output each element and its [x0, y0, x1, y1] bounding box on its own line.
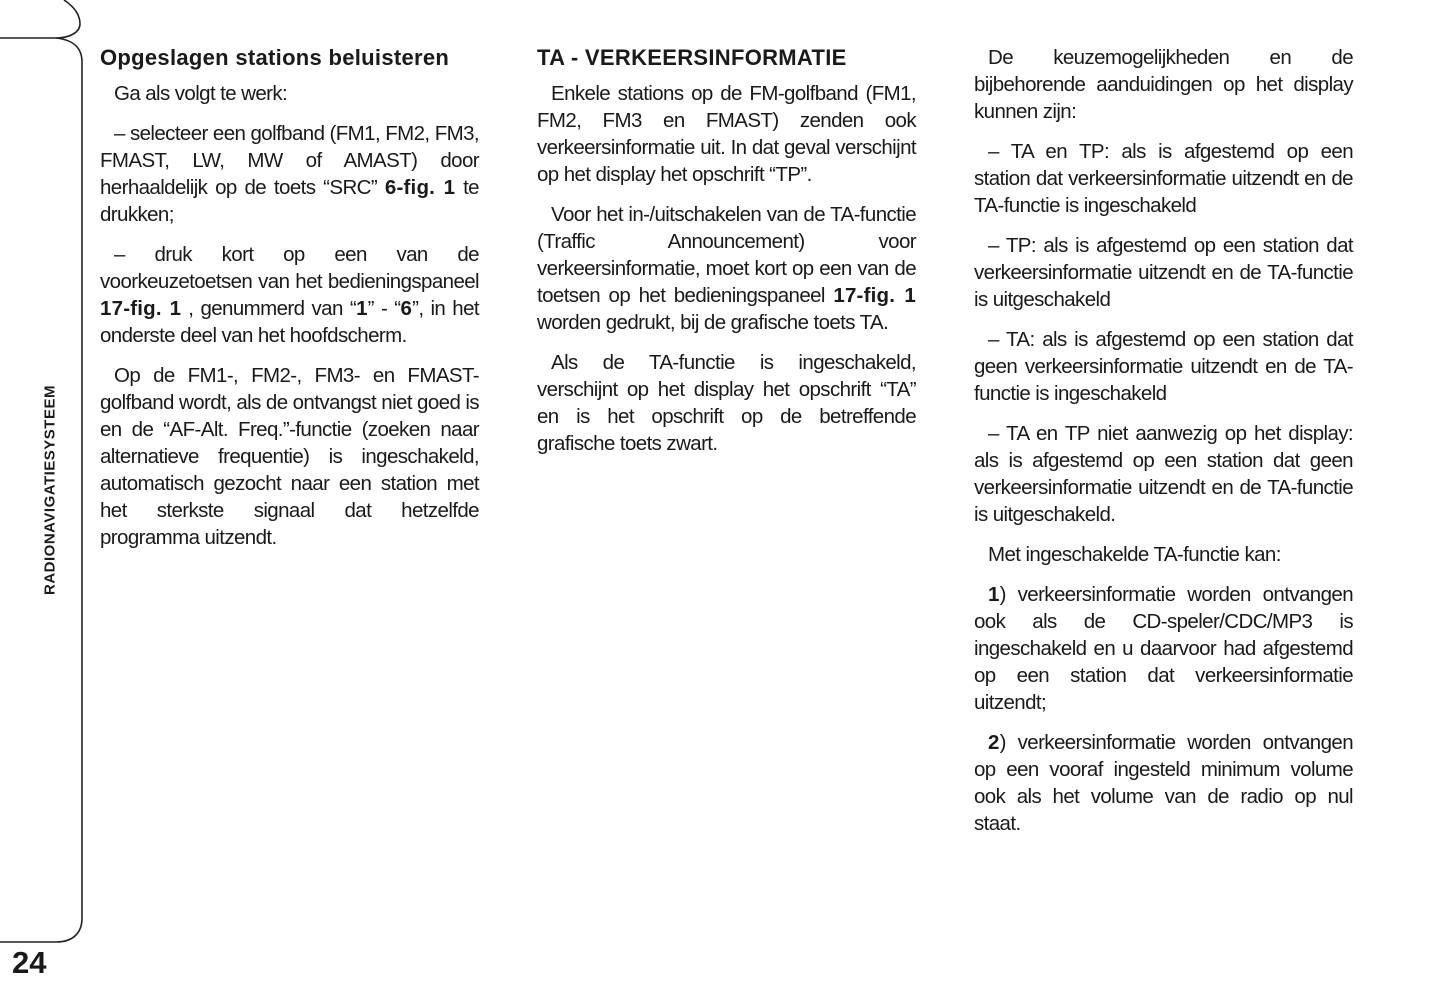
- paragraph: Op de FM1-, FM2-, FM3- en FMAST-golfband wordt, als de ontvangst niet goed is en de “AF-Alt. Freq.”-functie (zoeken naar alternatieve frequentie) is ingeschakeld, automatisch gezocht naar een station met het sterkste signaal dat hetzelfde programma uitzendt.: [100, 364, 479, 549]
- paragraph: – TA en TP niet aanwezig op het display: als is afgestemd op een station dat geen verkeersinformatie uitzendt en de TA-functie is uitgeschakeld.: [974, 422, 1353, 526]
- paragraph: – druk kort op een van de voorkeuzetoetsen van het bedieningspaneel 17-fig. 1 , genummerd van “1” - “6”, in het onderste deel van het hoofdscherm.: [100, 243, 479, 347]
- paragraph: Ga als volgt te werk:: [114, 82, 288, 105]
- heading-traffic-info: TA - VERKEERSINFORMATIE: [537, 45, 847, 70]
- page-number: 24: [12, 945, 47, 980]
- section-label: RADIONAVIGATIESYSTEEM: [41, 385, 59, 595]
- paragraph: Enkele stations op de FM-golfband (FM1, FM2, FM3 en FMAST) zenden ook verkeersinformatie uit. In dat geval verschijnt op het display het opschrift “TP”.: [537, 82, 916, 186]
- paragraph: De keuzemogelijkheden en de bijbehorende aanduidingen op het display kunnen zijn:: [974, 46, 1353, 123]
- paragraph: – selecteer een golfband (FM1, FM2, FM3, FMAST, LW, MW of AMAST) door herhaaldelijk op de toets “SRC” 6-fig. 1 te drukken;: [100, 122, 479, 226]
- paragraph: Voor het in-/uitschakelen van de TA-functie (Traffic Announcement) voor verkeersinformatie, moet kort op een van de toetsen op het bedieningspaneel 17-fig. 1 worden gedrukt, bij de grafische toets TA.: [537, 203, 916, 334]
- paragraph: Als de TA-functie is ingeschakeld, verschijnt op het display het opschrift “TA” en is het opschrift op de betreffende grafische toets zwart.: [537, 351, 916, 455]
- heading-stored-stations: Opgeslagen stations beluisteren: [100, 45, 450, 70]
- column-3: [974, 44, 1353, 850]
- list-item: 1) verkeersinformatie worden ontvangen ook als de CD-speler/CDC/MP3 is ingeschakeld en u daarvoor had afgestemd op een station dat verkeersinformatie uitzendt;: [974, 583, 1353, 714]
- paragraph: – TA: als is afgestemd op een station dat geen verkeersinformatie uitzendt en de TA-functie is ingeschakeld: [974, 328, 1353, 405]
- paragraph: Met ingeschakelde TA-functie kan:: [988, 543, 1281, 566]
- column-2: [537, 44, 916, 470]
- paragraph: – TP: als is afgestemd op een station dat verkeersinformatie uitzendt en de TA-functie is uitgeschakeld: [974, 234, 1353, 311]
- paragraph: – TA en TP: als is afgestemd op een station dat verkeersinformatie uitzendt en de TA-functie is ingeschakeld: [974, 140, 1353, 217]
- column-1: [100, 44, 479, 564]
- list-item: 2) verkeersinformatie worden ontvangen op een vooraf ingesteld minimum volume ook als het volume van de radio op nul staat.: [974, 731, 1353, 835]
